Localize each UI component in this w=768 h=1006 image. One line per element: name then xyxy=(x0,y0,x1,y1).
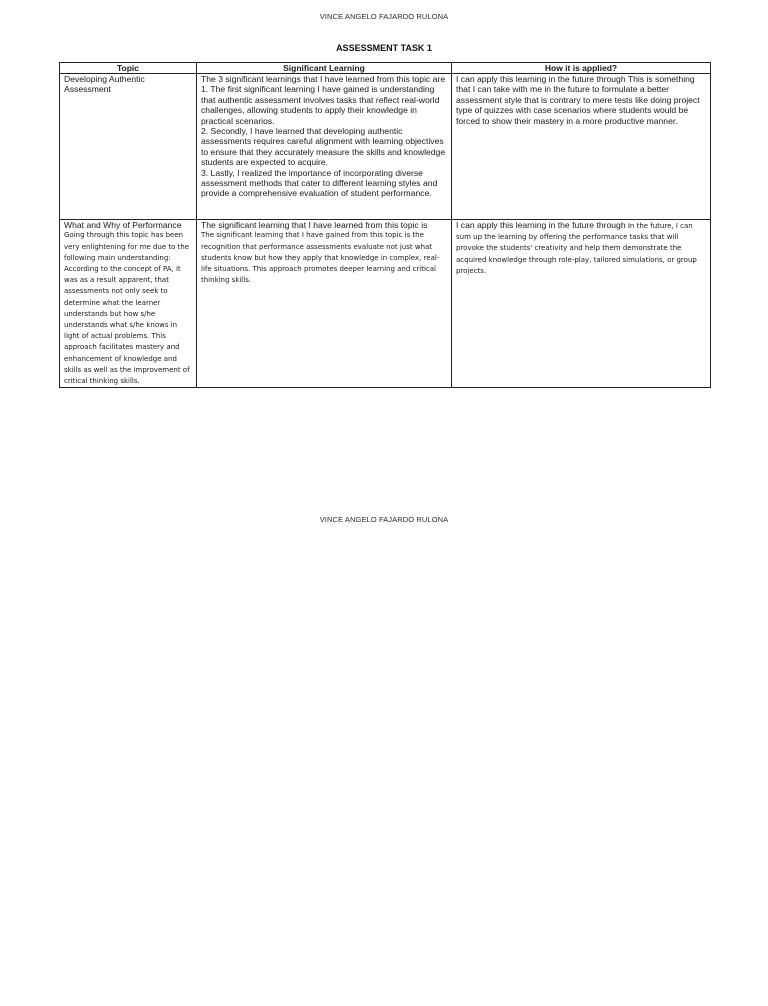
column-header-significant-learning: Significant Learning xyxy=(197,63,452,74)
table-row xyxy=(60,74,711,220)
learning-body: The significant learning that I have gained from this topic is the recognition that performance assessments evaluate not just what students know but how they apply that knowledge in complex, real-life situations. This approach promotes deeper learning and critical thinking skills. xyxy=(201,231,440,285)
topic-lead: What and Why of Performance xyxy=(64,220,182,230)
topic-cell xyxy=(60,220,197,388)
topic-text: Developing Authentic Assessment xyxy=(64,74,145,95)
learning-cell xyxy=(197,220,452,388)
topic-body: Going through this topic has been very enlightening for me due to the following main understanding: According to the concept of PA, it was as a result apparent, that assessments not only seek to determine what the learner understands but how s/he understands what s/he knows in light of actual problems. This approach facilitates mastery and enhancement of knowledge and skills as well as the improvement of critical thinking skills. xyxy=(64,231,190,386)
table-header-row xyxy=(60,63,711,74)
page-footer-author: VINCE ANGELO FAJARDO RULONA xyxy=(319,515,449,524)
applied-lead: I can apply this learning in the future through xyxy=(456,220,626,230)
learning-point-2: 2. Secondly, I have learned that developing authentic assessments requires careful alignment with learning objectives to ensure that they accurately measure the skills and knowledge students are expected to acquire. xyxy=(201,126,446,168)
page-header-author: VINCE ANGELO FAJARDO RULONA xyxy=(319,12,449,21)
applied-body: In the future, I can sum up the learning by offering the performance tasks that will provoke the students' creativity and help them demonstrate the acquired knowledge through role-play, tailored simulations, or group projects. xyxy=(456,222,697,275)
table-row xyxy=(60,220,711,388)
learning-point-3: 3. Lastly, I realized the importance of incorporating diverse assessment methods that cater to different learning styles and provide a comprehensive evaluation of student performance. xyxy=(201,167,438,199)
assessment-table xyxy=(59,62,711,388)
applied-cell xyxy=(452,74,711,220)
topic-cell xyxy=(60,74,197,220)
learning-point-1: The 3 significant learnings that I have learned from this topic are 1. The first significant learning I have gained is understanding that authentic assessment involves tasks that reflect real-world challenges, allowing students to apply their knowledge in practical scenarios. xyxy=(201,74,446,126)
document-title: ASSESSMENT TASK 1 xyxy=(336,43,432,53)
applied-cell xyxy=(452,220,711,388)
learning-cell xyxy=(197,74,452,220)
column-header-topic: Topic xyxy=(60,63,197,74)
column-header-how-applied: How it is applied? xyxy=(452,63,711,74)
learning-lead: The significant learning that I have learned from this topic is xyxy=(201,220,428,230)
applied-text: I can apply this learning in the future through This is something that I can take with me in the future to formulate a better assessment style that is contrary to mere tests like doing project type of quizzes with case scenarios where students would be forced to show their mastery in a more productive manner. xyxy=(456,74,700,126)
